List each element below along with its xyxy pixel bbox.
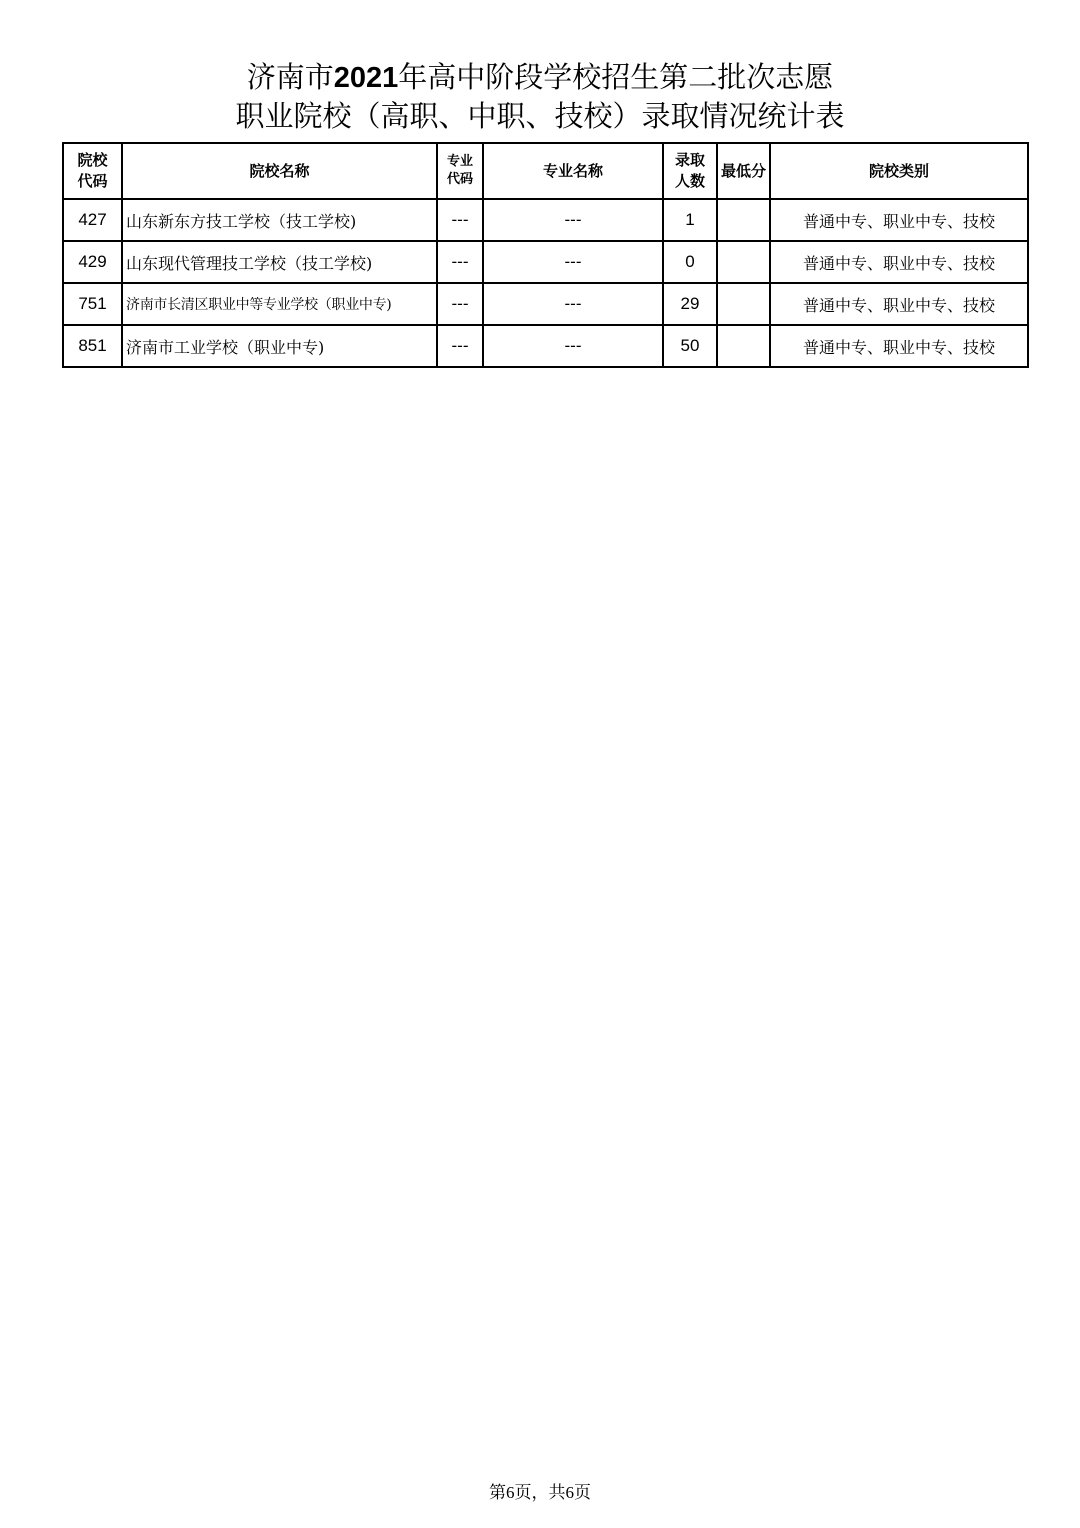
header-admitted [663, 143, 717, 199]
cell-min-score [717, 199, 770, 241]
cell-admitted: 50 [663, 325, 717, 367]
header-category: 院校类别 [770, 143, 1028, 199]
title-line-1-suffix: 年高中阶段学校招生第二批次志愿 [398, 60, 834, 94]
title-year: 2021 [333, 62, 399, 94]
cell-major-code: --- [437, 283, 483, 325]
title-line-1-prefix: 济南市 [246, 60, 334, 94]
cell-school-code: 429 [63, 241, 122, 283]
header-major-code-line-2: 代码 [446, 172, 473, 187]
cell-school-name: 济南市长清区职业中等专业学校（职业中专) [122, 283, 437, 325]
cell-admitted: 1 [663, 199, 717, 241]
cell-admitted: 29 [663, 283, 717, 325]
footer-total-pages: 6 [565, 1483, 574, 1502]
header-admitted-line-1: 录取 [674, 151, 705, 169]
header-min-score: 最低分 [717, 143, 770, 199]
header-school-code-line-2: 代码 [77, 172, 108, 190]
footer-page-number: 6 [506, 1483, 515, 1502]
document-title [0, 58, 1080, 135]
cell-category: 普通中专、职业中专、技校 [770, 325, 1028, 367]
admission-table [62, 142, 1029, 368]
table-row [63, 241, 1028, 283]
cell-major-name: --- [483, 199, 663, 241]
table-row [63, 199, 1028, 241]
title-line-2: 职业院校（高职、中职、技校）录取情况统计表 [235, 99, 845, 133]
cell-school-name: 济南市工业学校（职业中专) [122, 325, 437, 367]
cell-category: 普通中专、职业中专、技校 [770, 199, 1028, 241]
cell-major-name: --- [483, 283, 663, 325]
cell-major-code: --- [437, 199, 483, 241]
header-admitted-line-2: 人数 [674, 172, 705, 190]
footer-middle: 页，共 [514, 1483, 566, 1503]
table-row [63, 325, 1028, 367]
footer-suffix: 页 [574, 1483, 591, 1503]
cell-min-score [717, 325, 770, 367]
header-row [63, 143, 1028, 199]
table-row [63, 283, 1028, 325]
header-major-code-line-1: 专业 [446, 154, 473, 169]
header-major-name: 专业名称 [483, 143, 663, 199]
title-line-1 [0, 58, 1080, 97]
header-major-code [437, 143, 483, 199]
header-school-code [63, 143, 122, 199]
cell-major-name: --- [483, 325, 663, 367]
header-school-code-line-1: 院校 [77, 151, 108, 169]
footer-prefix: 第 [489, 1483, 506, 1503]
cell-major-name: --- [483, 241, 663, 283]
header-school-name: 院校名称 [122, 143, 437, 199]
cell-major-code: --- [437, 325, 483, 367]
cell-category: 普通中专、职业中专、技校 [770, 241, 1028, 283]
cell-min-score [717, 241, 770, 283]
table-header [63, 143, 1028, 199]
cell-min-score [717, 283, 770, 325]
table-body [63, 199, 1028, 367]
cell-admitted: 0 [663, 241, 717, 283]
cell-school-code: 751 [63, 283, 122, 325]
cell-category: 普通中专、职业中专、技校 [770, 283, 1028, 325]
cell-school-name: 山东新东方技工学校（技工学校) [122, 199, 437, 241]
page-footer [0, 1478, 1080, 1503]
cell-school-name: 山东现代管理技工学校（技工学校) [122, 241, 437, 283]
cell-major-code: --- [437, 241, 483, 283]
cell-school-code: 427 [63, 199, 122, 241]
cell-school-code: 851 [63, 325, 122, 367]
